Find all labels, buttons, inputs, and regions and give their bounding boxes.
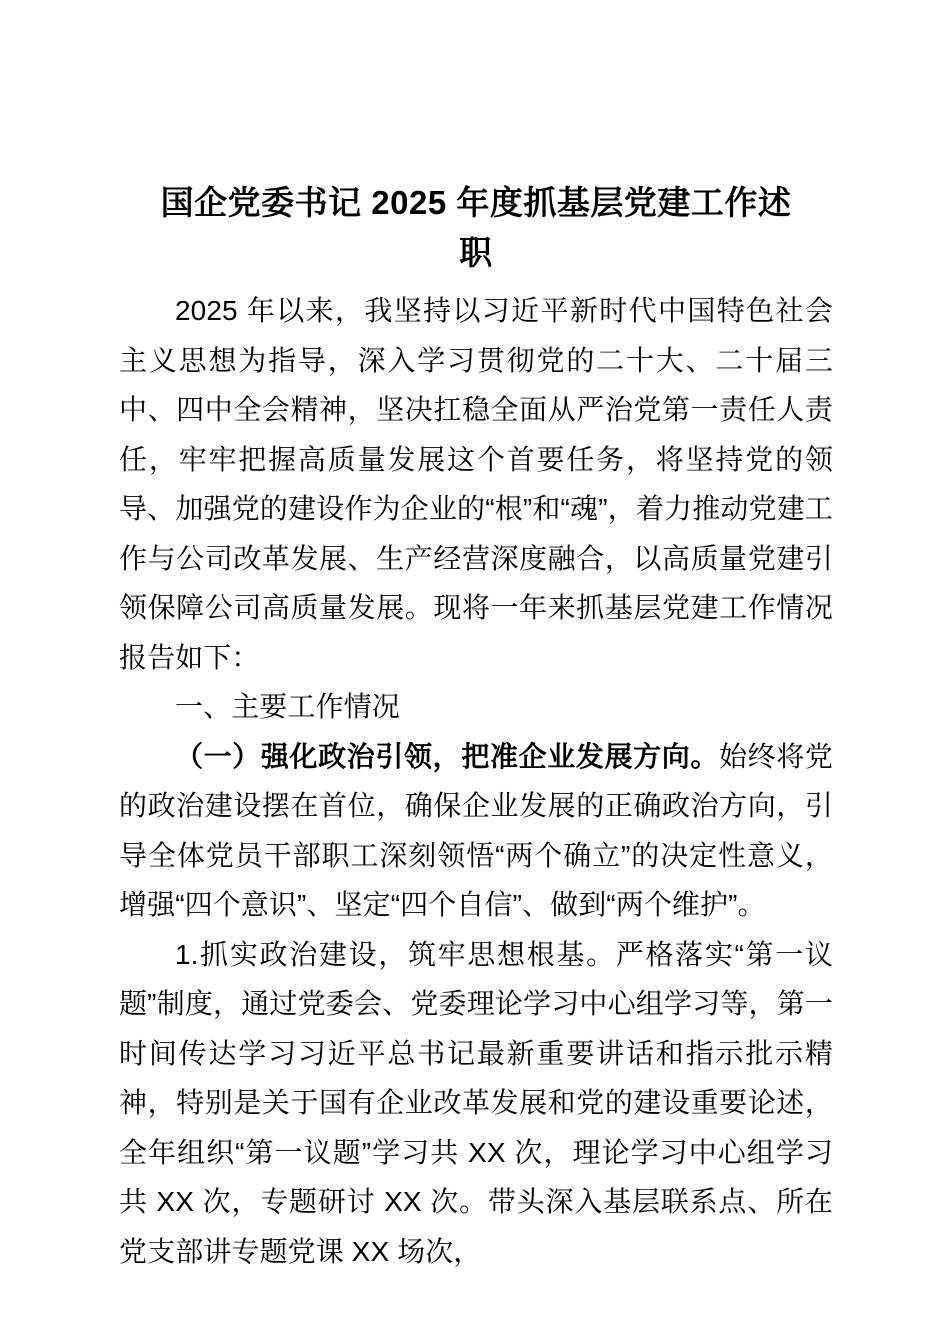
paragraph-subsection-one xyxy=(119,732,833,930)
page-title: 国企党委书记 2025 年度抓基层党建工作述职 xyxy=(160,184,792,271)
page-content-area xyxy=(119,178,833,1276)
subsection-one-body-text: 始终将党的政治建设摆在首位，确保企业发展的正确政治方向，引导全体党员干部职工深刻领悟“两个确立”的决定性意义，增强“四个意识”、坚定“四个自信”、做到“两个维护”。 xyxy=(119,740,833,920)
heading-section-one: 一、主要工作情况 xyxy=(175,691,400,722)
paragraph-item-one: 1.抓实政治建设，筑牢思想根基。严格落实“第一议题”制度，通过党委会、党委理论学习中心组学习等，第一时间传达学习习近平总书记最新重要讲话和指示批示精神，特别是关于国有企业改革发展和党的建设重要论述，全年组织“第一议题”学习共 XX 次，理论学习中心组学习共 XX 次，专题研讨 XX 次。带头深入基层联系点、所在党支部讲专题党课 XX 场次， xyxy=(119,938,833,1267)
paragraph-opening: 2025 年以来，我坚持以习近平新时代中国特色社会主义思想为指导，深入学习贯彻党的二十大、二十届三中、四中全会精神，坚决扛稳全面从严治党第一责任人责任，牢牢把握高质量发展这个首要任务，将坚持党的领导、加强党的建设作为企业的“根”和“魂”，着力推动党建工作与公司改革发展、生产经营深度融合，以高质量党建引领保障公司高质量发展。现将一年来抓基层党建工作情况报告如下： xyxy=(119,295,833,673)
subsection-one-bold-lead: （一）强化政治引领，把准企业发展方向。 xyxy=(175,740,719,772)
